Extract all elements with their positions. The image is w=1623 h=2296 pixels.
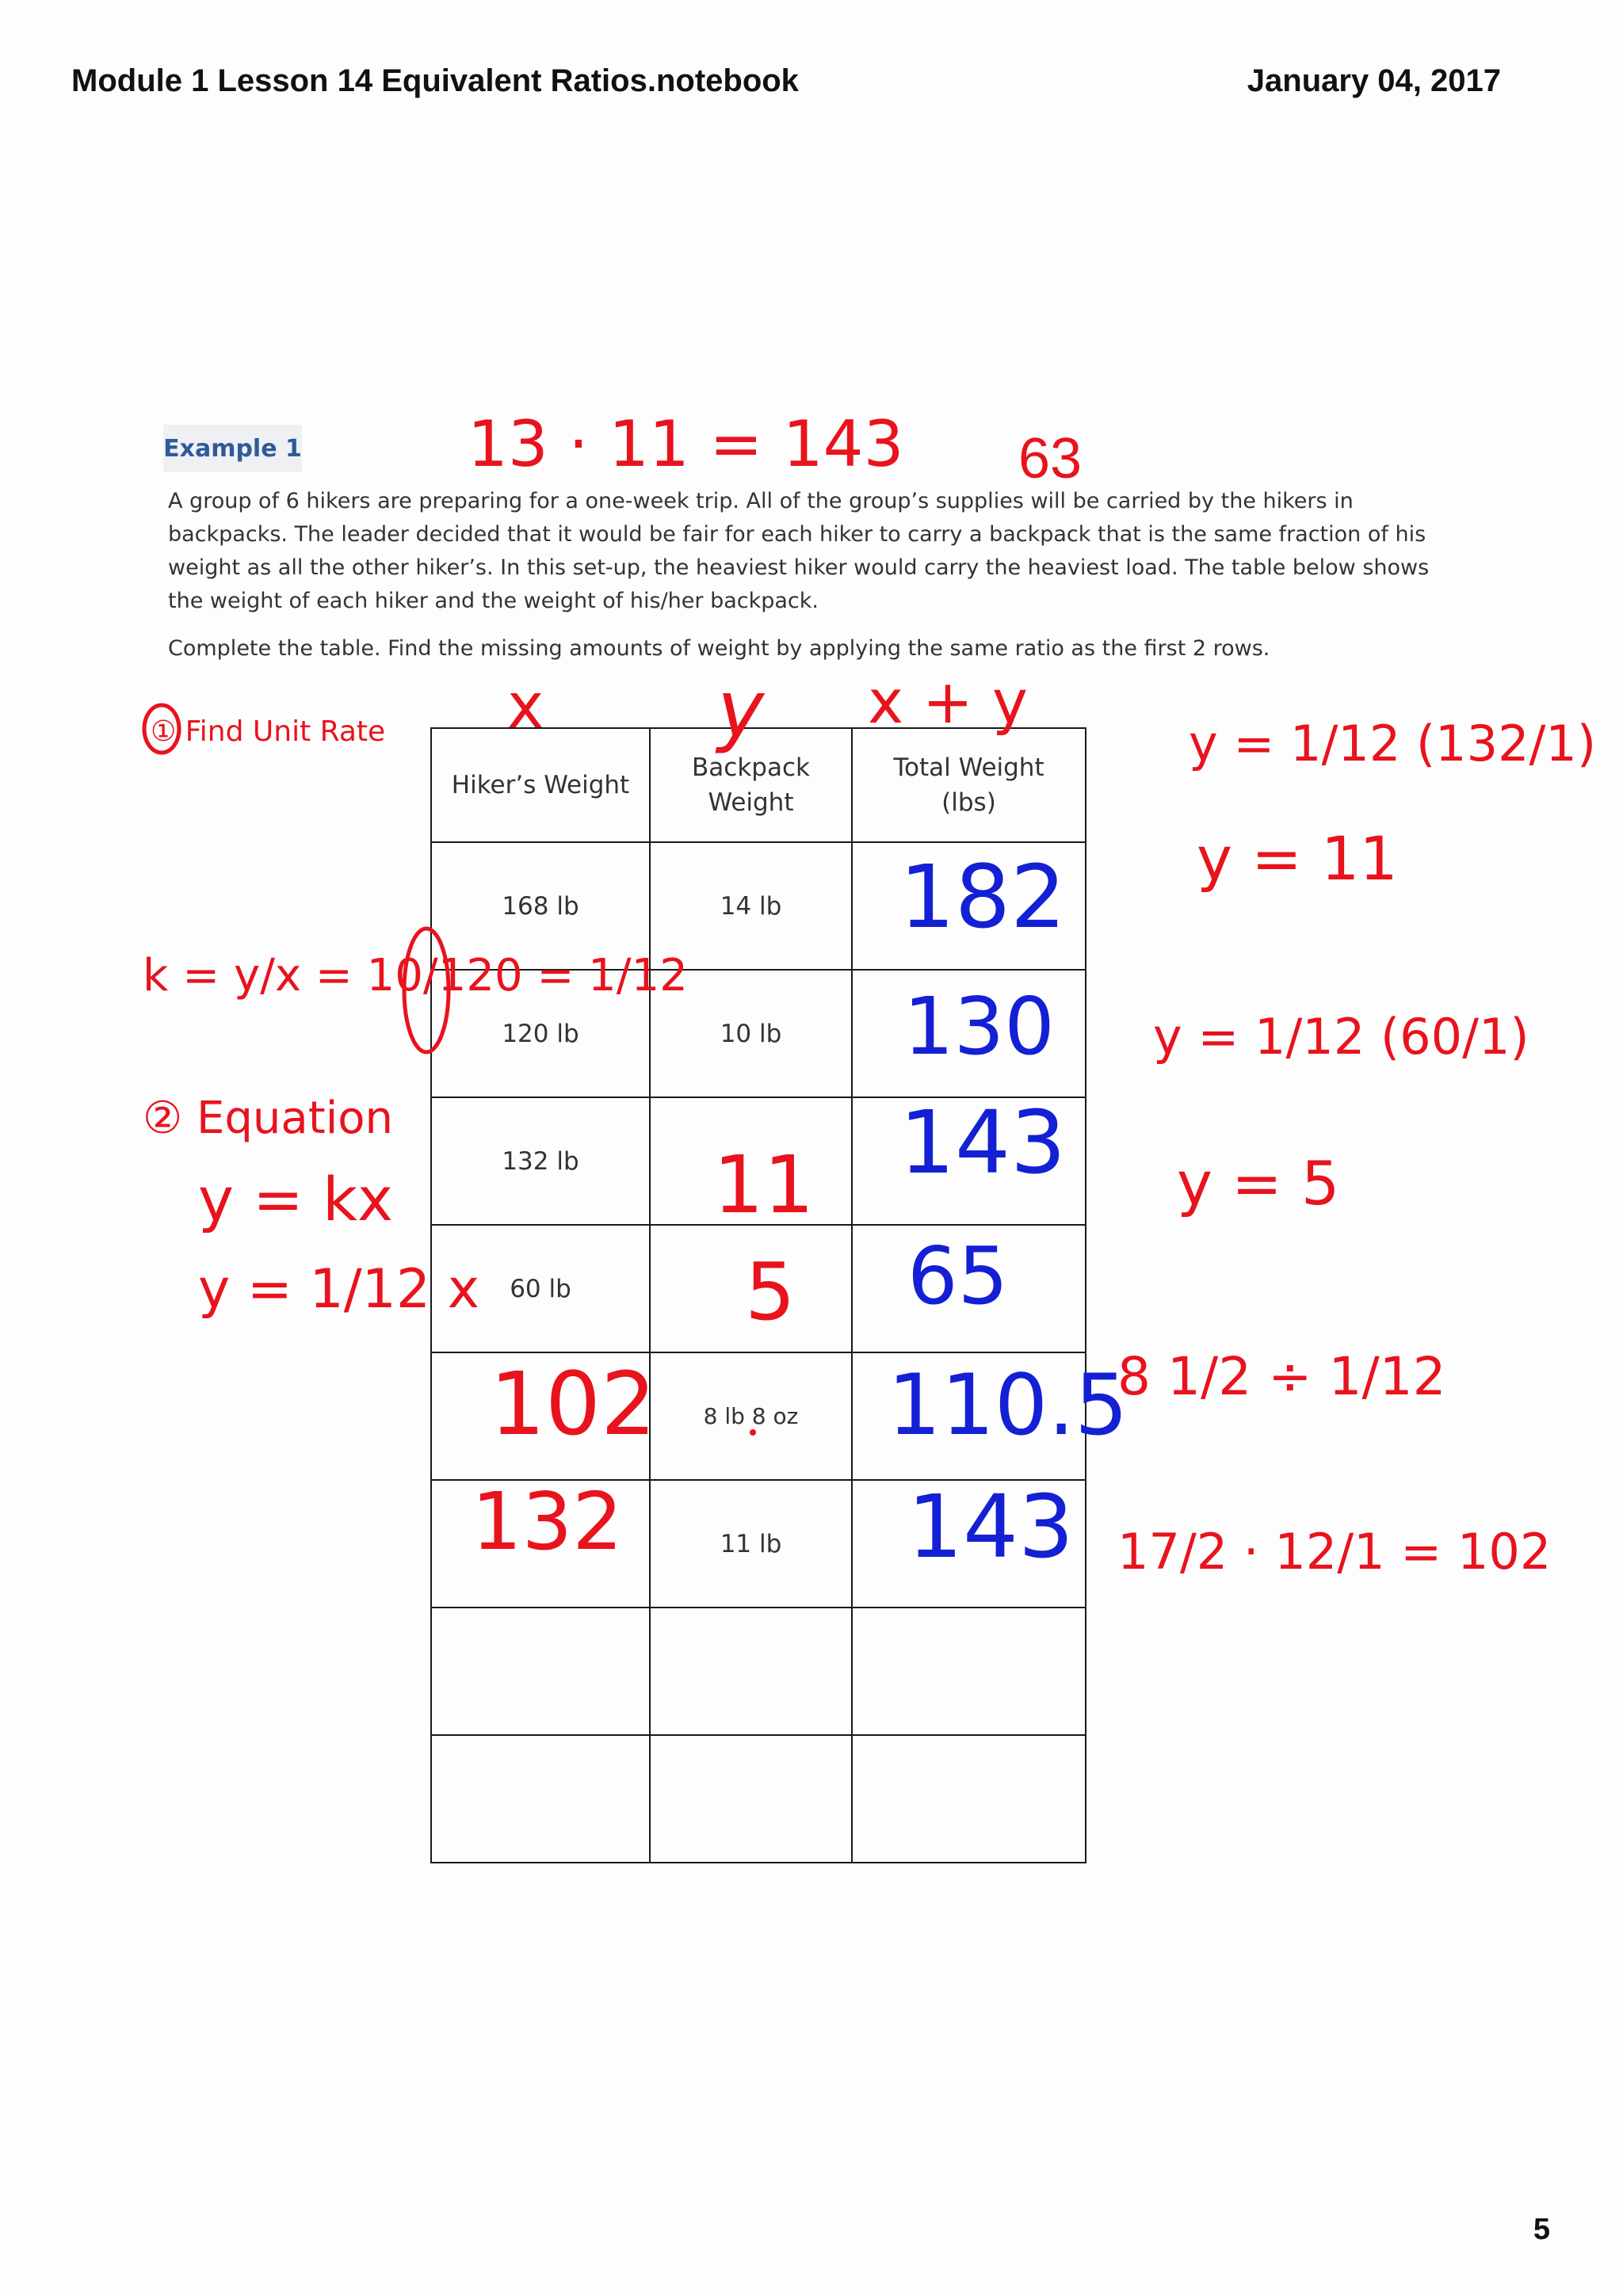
- cell-total: [852, 970, 1086, 1097]
- example-instruction: Complete the table. Find the missing amounts of weight by applying the same ratio as the first 2 rows.: [168, 636, 1270, 661]
- hand-col-y: y: [717, 663, 765, 756]
- document-title: Module 1 Lesson 14 Equivalent Ratios.notebook: [71, 63, 799, 98]
- hand-right1: y = 1/12 (132/1): [1189, 715, 1597, 772]
- hand-eq1: y = kx: [198, 1164, 393, 1234]
- typed-note-63: 63: [1018, 427, 1083, 490]
- cell-backpack: [650, 1225, 852, 1352]
- cell-backpack: 8 lb 8 oz: [650, 1352, 852, 1480]
- table-row: [431, 1735, 1086, 1863]
- page-number: 5: [1533, 2213, 1550, 2246]
- cell-hiker: 132 lb: [431, 1097, 650, 1225]
- hand-total-6: 143: [907, 1476, 1074, 1577]
- hand-total-4: 65: [907, 1230, 1009, 1322]
- cell-backpack: 14 lb: [650, 842, 852, 970]
- cell-total: [852, 1735, 1086, 1863]
- step1-circle: [144, 705, 179, 753]
- cell-total: [852, 1352, 1086, 1480]
- hand-total-3: 143: [899, 1092, 1066, 1193]
- hand-step1: ① Find Unit Rate: [151, 715, 386, 748]
- hand-step1-note: [144, 705, 385, 753]
- hand-top-equation: 13 · 11 = 143: [468, 407, 904, 481]
- header-backpack-weight: [650, 728, 852, 842]
- table-row: [431, 842, 1086, 970]
- cell-hiker: 168 lb: [431, 842, 650, 970]
- cell-backpack: [650, 1608, 852, 1735]
- hand-right3: y = 1/12 (60/1): [1153, 1008, 1529, 1066]
- cell-hiker: [431, 1608, 650, 1735]
- hand-backpack-5: 5: [745, 1245, 796, 1338]
- hand-k-equation: k = y/x = 10/120 = 1/12: [143, 950, 688, 1001]
- cell-total: [852, 1608, 1086, 1735]
- hand-hiker-102: 102: [490, 1353, 656, 1455]
- cell-backpack: [650, 1735, 852, 1863]
- hand-backpack-11: 11: [713, 1138, 815, 1231]
- cell-backpack: [650, 1097, 852, 1225]
- cell-total: [852, 1225, 1086, 1352]
- cell-backpack: 10 lb: [650, 970, 852, 1097]
- cell-hiker: [431, 1735, 650, 1863]
- hand-total-2: 130: [903, 980, 1055, 1073]
- cell-hiker: [431, 1480, 650, 1608]
- hand-step2: ② Equation: [143, 1093, 394, 1144]
- cell-total: [852, 1097, 1086, 1225]
- cell-backpack: 11 lb: [650, 1480, 852, 1608]
- header-total-weight: [852, 728, 1086, 842]
- hand-hiker-132: 132: [472, 1475, 623, 1568]
- table-row: [431, 970, 1086, 1097]
- hand-eq2: y = 1/12 x: [198, 1258, 480, 1321]
- document-date: January 04, 2017: [1247, 63, 1501, 98]
- cell-hiker: [431, 1352, 650, 1480]
- example-heading: Example 1: [163, 425, 302, 472]
- table-row: [431, 1352, 1086, 1480]
- example-paragraph: A group of 6 hikers are preparing for a one-week trip. All of the group’s supplies will be carried by the hikers in backpacks. The leader decided that it would be fair for each hiker to carry a backpack that is the same fraction of his weight as all the other hiker’s. In this set-up, the heaviest hiker would carry the heaviest load. The table below shows the weight of each hiker and the weight of his/her backpack.: [168, 489, 1430, 613]
- table-header-row: [431, 728, 1086, 842]
- header-total-label: Total Weight (lbs): [893, 753, 1044, 817]
- hand-col-x: x: [507, 671, 544, 742]
- hand-right5: 8 1/2 ÷ 1/12: [1117, 1346, 1446, 1407]
- hand-right6: 17/2 · 12/1 = 102: [1117, 1523, 1552, 1581]
- cell-total: [852, 1480, 1086, 1608]
- hand-col-xy: x + y: [868, 666, 1028, 737]
- table-row: [431, 1480, 1086, 1608]
- table-row: [431, 1097, 1086, 1225]
- cell-hiker: 120 lb: [431, 970, 650, 1097]
- weight-table: [430, 727, 1086, 1863]
- hand-right4: y = 5: [1177, 1148, 1340, 1219]
- hand-right2: y = 11: [1197, 823, 1398, 894]
- header-hiker-weight: Hiker’s Weight: [431, 728, 650, 842]
- table-row: [431, 1225, 1086, 1352]
- table-row: [431, 1608, 1086, 1735]
- cell-hiker: 60 lb: [431, 1225, 650, 1352]
- hand-total-5: 110.5: [888, 1356, 1128, 1454]
- hand-total-1: 182: [899, 846, 1066, 948]
- cell-total: [852, 842, 1086, 970]
- header-backpack-label: Backpack Weight: [692, 753, 810, 817]
